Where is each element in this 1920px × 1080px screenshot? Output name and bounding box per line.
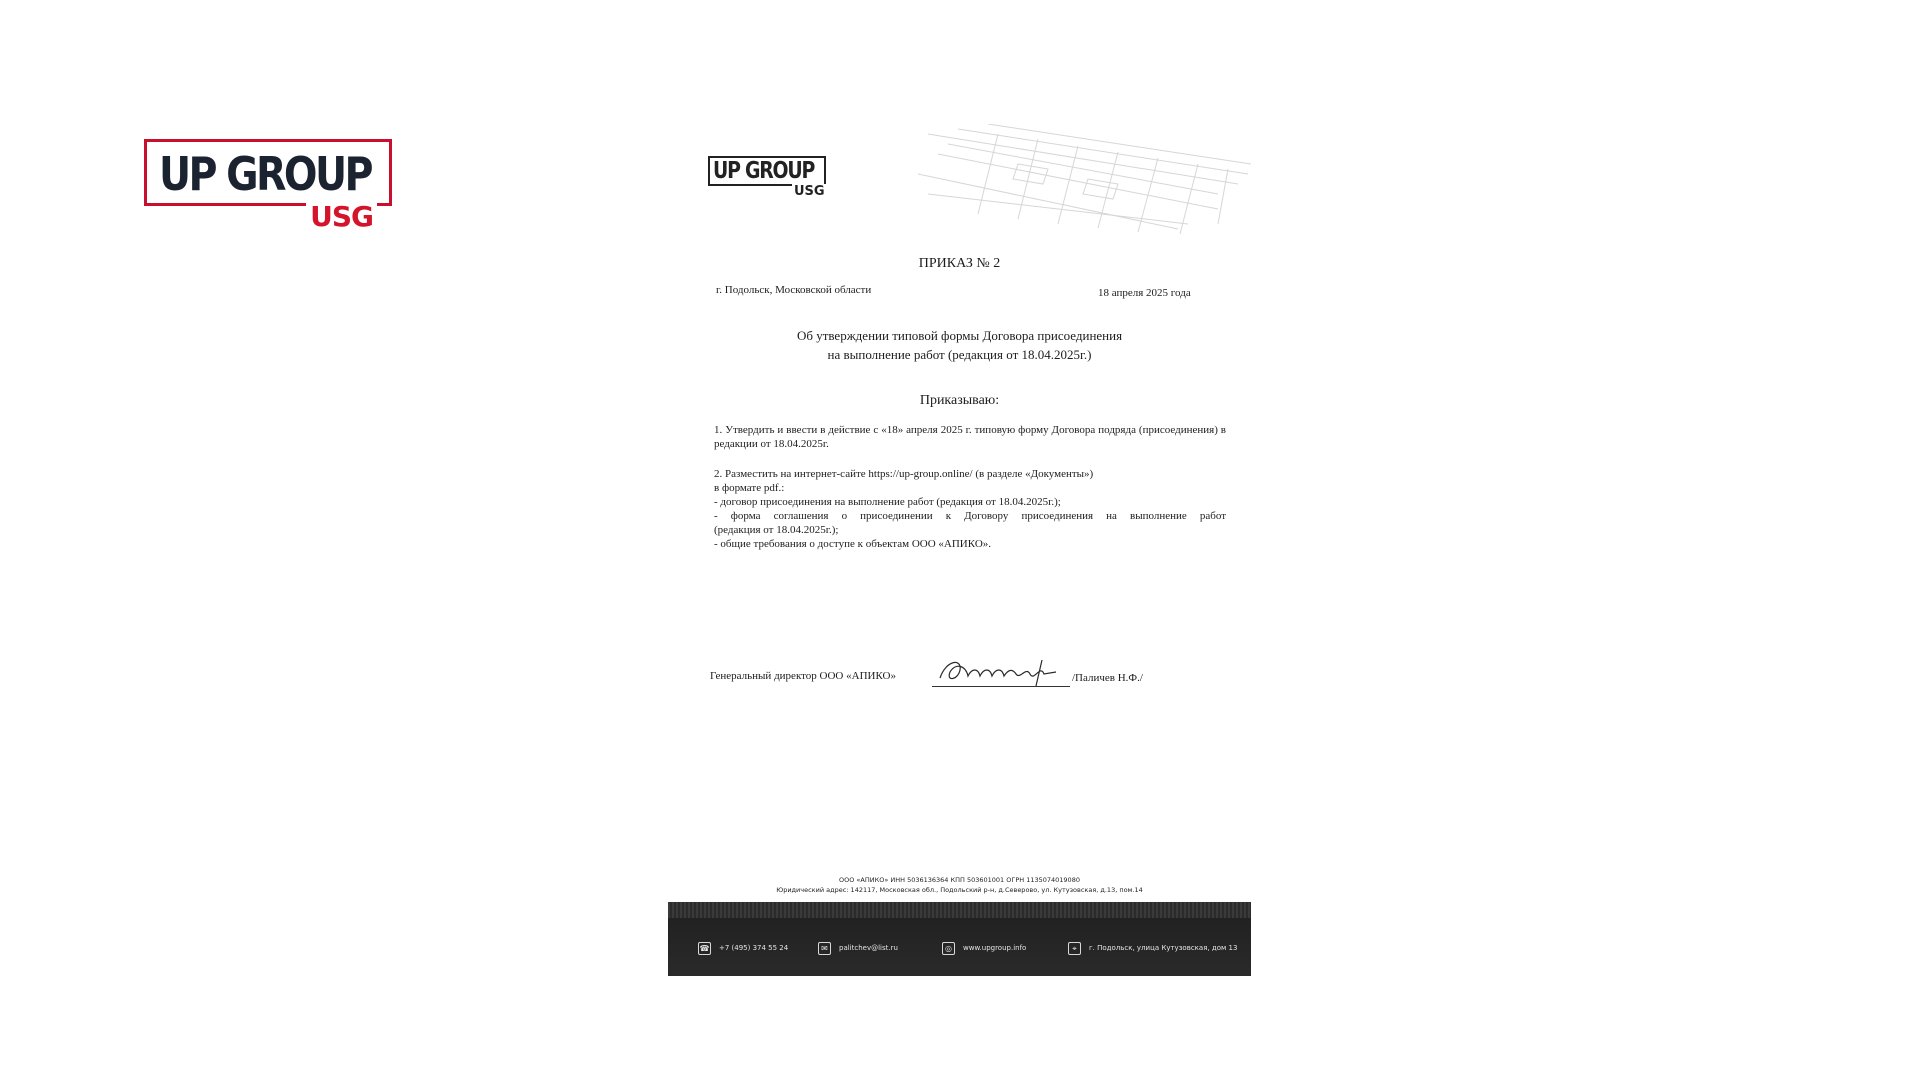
order-city: г. Подольск, Московской области — [716, 284, 872, 296]
signatory-name: /Паличев Н.Ф./ — [1072, 672, 1143, 684]
footer-website-text: www.upgroup.info — [963, 944, 1027, 952]
location-pin-icon: ⌖ — [1068, 942, 1081, 955]
globe-icon: ◎ — [942, 942, 955, 955]
order-decree: Приказываю: — [919, 393, 1000, 408]
site-logo-brand: UP GROUP — [159, 147, 371, 201]
order-date: 18 апреля 2025 года — [1098, 287, 1191, 299]
document-logo-brand: UP GROUP — [713, 158, 815, 184]
company-requisites: ООО «АПИКО» ИНН 5036136364 КПП 503601001 ОГРН 1135074019080 — [839, 876, 1080, 884]
mail-icon: ✉ — [818, 942, 831, 955]
document-footer — [668, 902, 1251, 976]
document-logo-sub: USG — [794, 184, 825, 199]
order-item-2-line: - договор присоединения на выполнение работ (редакция от 18.04.2025г.); — [714, 496, 1061, 508]
footer-website — [942, 940, 1026, 956]
order-item-2-line: в формате pdf.: — [714, 482, 785, 494]
order-item-2-line: - общие требования о доступе к объектам ООО «АПИКО». — [714, 538, 992, 550]
footer-phone — [698, 940, 788, 956]
order-item-2-line: 2. Разместить на интернет-сайте https://up-group.online/ (в разделе «Документы») — [714, 468, 1094, 480]
footer-address — [1068, 940, 1237, 956]
site-logo[interactable] — [144, 139, 392, 233]
site-logo-sub: USG — [306, 202, 377, 232]
order-subject-line: Об утверждении типовой формы Договора присоединения — [796, 328, 1123, 343]
signature-line — [932, 686, 1070, 687]
footer-address-text: г. Подольск, улица Кутузовская, дом 13 — [1089, 944, 1238, 952]
phone-icon: ☎ — [699, 943, 710, 953]
footer-email-text: palitchev@list.ru — [839, 944, 898, 952]
company-address: Юридический адрес: 142117, Московская обл., Подольский р-н, д.Северово, ул. Кутузовская, д.13, пом.14 — [776, 886, 1143, 894]
header-drawing — [918, 124, 1251, 234]
footer-phone-text: +7 (495) 374 55 24 — [719, 944, 789, 952]
footer-email — [818, 940, 898, 956]
signature-block — [710, 664, 1230, 704]
footer-shade — [668, 902, 1251, 918]
order-item-2-line: - форма соглашения о присоединении к Договору присоединения на выполнение работ — [714, 510, 1226, 522]
order-item-1: 1. Утвердить и ввести в действие с «18» апреля 2025 г. типовую форму Договора подряда (присоединения) в редакции от 18.04.2025г. — [714, 424, 1226, 450]
order-subject — [668, 326, 1251, 364]
signatory-position: Генеральный директор ООО «АПИКО» — [710, 670, 896, 682]
document-logo — [708, 156, 826, 202]
order-item-2-line: (редакция от 18.04.2025г.); — [714, 524, 839, 536]
order-subject-line: на выполнение работ (редакция от 18.04.2025г.) — [827, 347, 1092, 362]
order-item-2 — [714, 467, 1226, 551]
document-scan — [668, 124, 1251, 976]
order-title: ПРИКАЗ № 2 — [918, 256, 1001, 271]
